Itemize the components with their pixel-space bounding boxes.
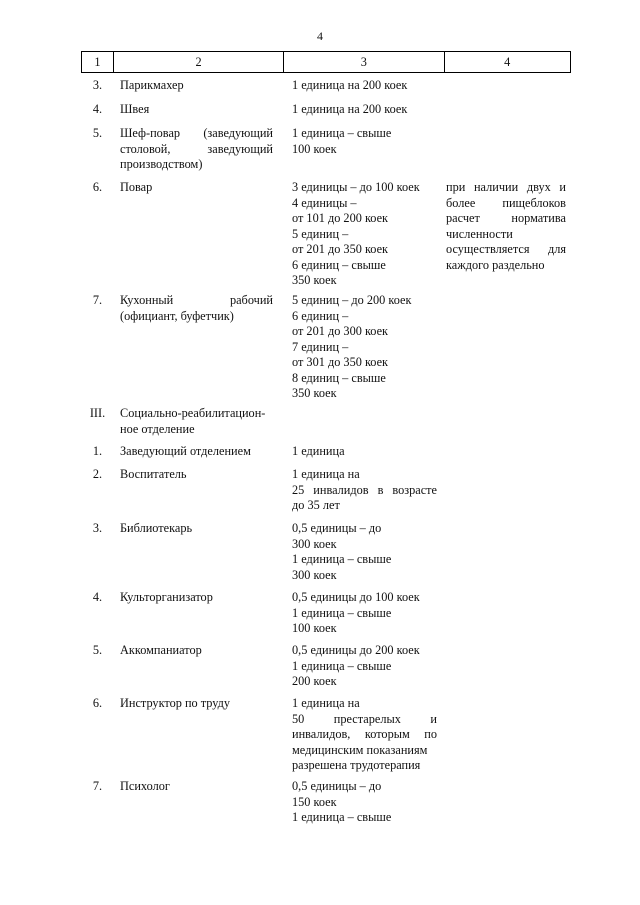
position-name (120, 180, 273, 196)
staff-norm-line: 200 коек (292, 674, 337, 688)
staff-norm (292, 467, 437, 514)
staff-norm-line: 1 единица на 200 коек (292, 102, 408, 116)
position-name (120, 78, 273, 94)
staff-norm (292, 521, 437, 583)
staff-norm-line: 1 единица – свыше (292, 658, 392, 673)
row-note-line: расчет норматива (446, 211, 566, 225)
table-header (81, 51, 571, 73)
staff-norm-line: до 35 лет (292, 498, 340, 512)
position-name-line: Инструктор по труду (120, 696, 231, 710)
row-note-line: при наличии двух и (446, 180, 566, 194)
row-note-line: более пищеблоков (446, 195, 566, 210)
row-number: 7. (92, 779, 103, 793)
staff-norm (292, 643, 437, 690)
row-number: 4. (92, 102, 103, 116)
staff-norm-line: 300 коек (292, 536, 337, 551)
position-name-line: Библиотекарь (120, 521, 193, 535)
row-number: 1. (92, 444, 103, 458)
staff-norm (292, 180, 437, 289)
staff-norm-line: разрешена трудотерапия (292, 758, 421, 772)
staff-norm-line: 4 единицы – (292, 195, 357, 210)
position-name (120, 779, 273, 795)
staff-norm-line: инвалидов, которым по (292, 727, 437, 741)
row-note-line: осуществляется для (446, 242, 566, 256)
staff-norm-line: 350 коек (292, 386, 337, 400)
staff-norm-line: 350 коек (292, 273, 337, 287)
page-number: 4 (317, 29, 323, 43)
position-name (120, 293, 273, 324)
header-col-1: 1 (94, 54, 101, 69)
position-name-line: Парикмахер (120, 78, 184, 92)
position-name (120, 696, 273, 712)
position-name-line: Кухонный рабочий (120, 293, 273, 307)
staff-norm-line: 25 инвалидов в возрасте (292, 482, 437, 497)
staff-norm-line: медицинским показаниям (292, 742, 428, 757)
staff-norm-line: 0,5 единицы – до (292, 521, 382, 535)
row-note (446, 180, 566, 273)
staff-norm (292, 78, 437, 94)
staff-norm-line: 1 единица – свыше (292, 605, 392, 620)
staff-norm (292, 779, 437, 826)
row-number: 4. (92, 590, 103, 604)
position-name-line: (официант, буфетчик) (120, 308, 234, 323)
staff-norm-line: 100 коек (292, 141, 337, 156)
position-name-line: Аккомпаниатор (120, 643, 202, 657)
staff-norm-line: от 201 до 350 коек (292, 242, 389, 256)
staff-norm-line: 6 единиц – свыше (292, 257, 386, 272)
row-note-line: численности (446, 226, 513, 241)
position-name-line: столовой, заведующий (120, 141, 273, 156)
row-number: 6. (92, 180, 103, 194)
row-number: 5. (92, 126, 103, 140)
row-note-line: каждого раздельно (446, 257, 545, 272)
staff-norm-line: 1 единица на 200 коек (292, 78, 408, 92)
staff-norm-line: 3 единицы – до 100 коек (292, 180, 420, 194)
position-name (120, 467, 273, 483)
row-number: 2. (92, 467, 103, 481)
position-name-line: Повар (120, 180, 153, 194)
position-name (120, 102, 273, 118)
position-name (120, 590, 273, 606)
position-name-line: Культорганизатор (120, 590, 213, 604)
staff-norm-line: 8 единиц – свыше (292, 370, 386, 385)
staff-norm-line: 5 единиц – (292, 226, 349, 241)
header-col-4: 4 (444, 52, 570, 72)
staff-norm-line: от 301 до 350 коек (292, 355, 389, 369)
staff-norm-line: 1 единица (292, 444, 345, 458)
row-number: 6. (92, 696, 103, 710)
staff-norm-line: 7 единиц – (292, 339, 349, 354)
staff-norm-line: 0,5 единицы – до (292, 779, 382, 793)
position-name-line: Воспитатель (120, 467, 187, 481)
staff-norm-line: 0,5 единицы до 200 коек (292, 643, 420, 657)
row-number: 3. (92, 521, 103, 535)
staff-norm-line: 150 коек (292, 794, 337, 809)
staff-norm (292, 444, 437, 460)
staff-norm-line: 1 единица – свыше (292, 126, 392, 140)
staff-norm (292, 696, 437, 774)
staff-norm-line: от 101 до 200 коек (292, 211, 389, 225)
header-col-2: 2 (113, 52, 283, 72)
position-name (120, 521, 273, 537)
position-name-line: Социально-реабилитацион- (120, 406, 266, 420)
staff-norm (292, 590, 437, 637)
staff-norm-line: 1 единица – свыше (292, 552, 392, 566)
row-number: 5. (92, 643, 103, 657)
row-number: III. (89, 406, 106, 420)
position-name-line: ное отделение (120, 421, 195, 436)
staff-norm-line: 300 коек (292, 567, 337, 582)
position-name-line: производством) (120, 157, 203, 171)
staff-norm-line: 50 престарелых и (292, 711, 437, 726)
staff-norm (292, 102, 437, 118)
position-name-line: Швея (120, 102, 150, 116)
position-name (120, 126, 273, 173)
header-col-3: 3 (283, 52, 443, 72)
position-name (120, 444, 273, 460)
row-number: 7. (92, 293, 103, 307)
position-name (120, 643, 273, 659)
staff-norm-line: 1 единица – свыше (292, 810, 392, 824)
staff-norm-line: 0,5 единицы до 100 коек (292, 590, 420, 604)
staff-norm-line: от 201 до 300 коек (292, 324, 389, 338)
position-name-line: Психолог (120, 779, 170, 793)
position-name-line: Шеф-повар (заведующий (120, 126, 273, 140)
position-name-line: Заведующий отделением (120, 444, 251, 458)
staff-norm-line: 5 единиц – до 200 коек (292, 293, 412, 307)
staff-norm-line: 1 единица на (292, 467, 360, 481)
staff-norm-line: 1 единица на (292, 696, 360, 710)
position-name (120, 406, 273, 437)
staff-norm-line: 100 коек (292, 621, 337, 635)
staff-norm (292, 126, 437, 157)
staff-norm (292, 293, 437, 402)
staff-norm-line: 6 единиц – (292, 308, 349, 323)
row-number: 3. (92, 78, 103, 92)
